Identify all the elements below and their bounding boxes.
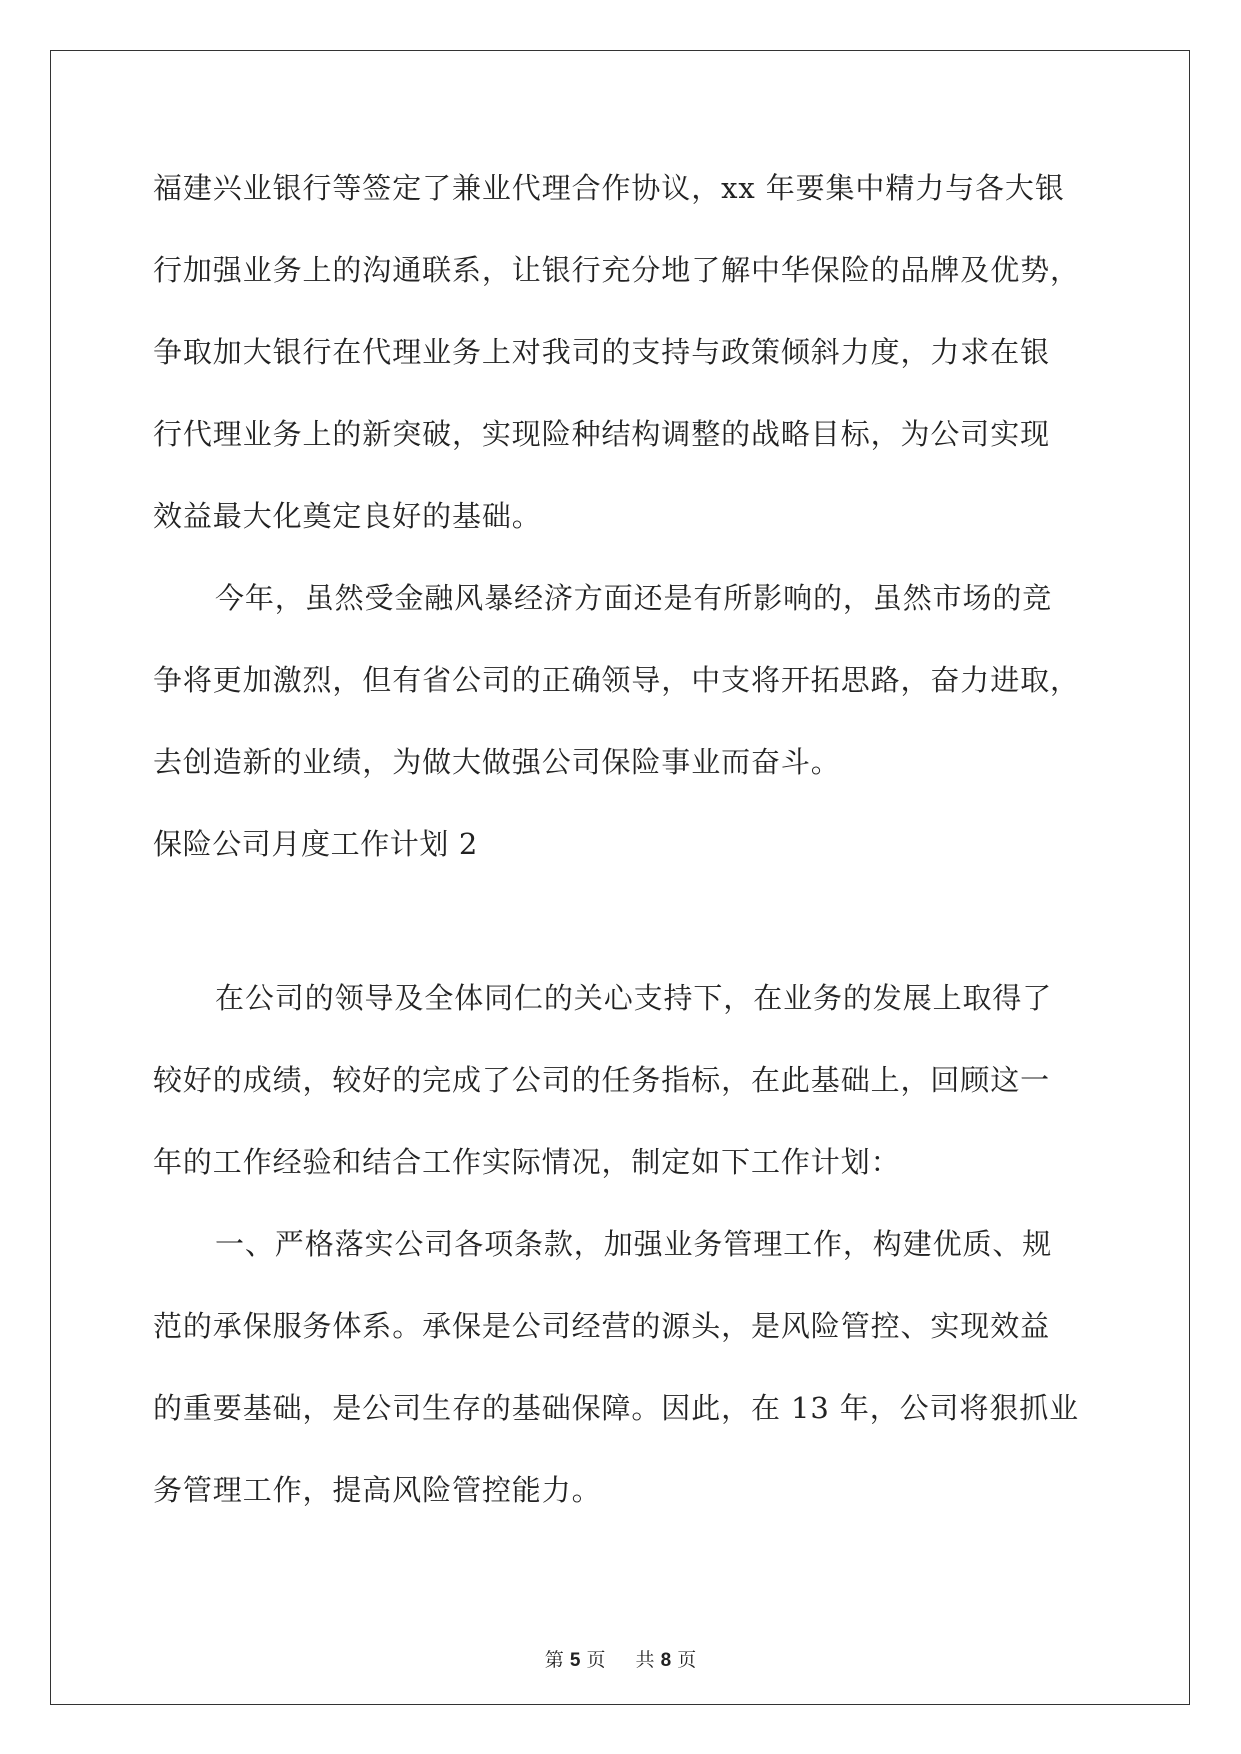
- section-heading: 保险公司月度工作计划 2: [153, 827, 478, 861]
- footer-page-total: 8: [660, 1650, 672, 1671]
- footer-page-prefix: 第: [544, 1649, 564, 1671]
- page-frame: [50, 50, 1190, 1705]
- body-line-13: 范的承保服务体系。承保是公司经营的源头，是风险管控、实现效益: [153, 1309, 1051, 1343]
- footer-page-unit: 页: [586, 1649, 606, 1671]
- body-line-1: 福建兴业银行等签定了兼业代理合作协议，xx 年要集中精力与各大银: [153, 171, 1065, 205]
- body-line-10: 较好的成绩，较好的完成了公司的任务指标，在此基础上，回顾这一: [153, 1063, 1051, 1097]
- body-line-5: 效益最大化奠定良好的基础。: [153, 499, 542, 533]
- body-line-11: 年的工作经验和结合工作实际情况，制定如下工作计划：: [153, 1145, 901, 1179]
- page-footer: [0, 1648, 1241, 1673]
- body-line-9: 在公司的领导及全体同仁的关心支持下，在业务的发展上取得了: [215, 981, 1053, 1015]
- footer-total-unit: 页: [677, 1649, 697, 1671]
- body-line-8: 去创造新的业绩，为做大做强公司保险事业而奋斗。: [153, 745, 841, 779]
- body-line-3: 争取加大银行在代理业务上对我司的支持与政策倾斜力度，力求在银: [153, 335, 1051, 369]
- body-line-12: 一、严格落实公司各项条款，加强业务管理工作，构建优质、规: [215, 1227, 1053, 1261]
- footer-page-current: 5: [569, 1650, 581, 1671]
- body-line-4: 行代理业务上的新突破，实现险种结构调整的战略目标，为公司实现: [153, 417, 1051, 451]
- body-line-7: 争将更加激烈，但有省公司的正确领导，中支将开拓思路，奋力进取，: [153, 663, 1080, 697]
- body-line-15: 务管理工作，提高风险管控能力。: [153, 1473, 602, 1507]
- footer-total-prefix: 共: [635, 1649, 655, 1671]
- body-line-6: 今年，虽然受金融风暴经济方面还是有所影响的，虽然市场的竞: [215, 581, 1053, 615]
- body-line-14: 的重要基础，是公司生存的基础保障。因此，在 13 年，公司将狠抓业: [153, 1391, 1080, 1425]
- body-line-2: 行加强业务上的沟通联系，让银行充分地了解中华保险的品牌及优势，: [153, 253, 1080, 287]
